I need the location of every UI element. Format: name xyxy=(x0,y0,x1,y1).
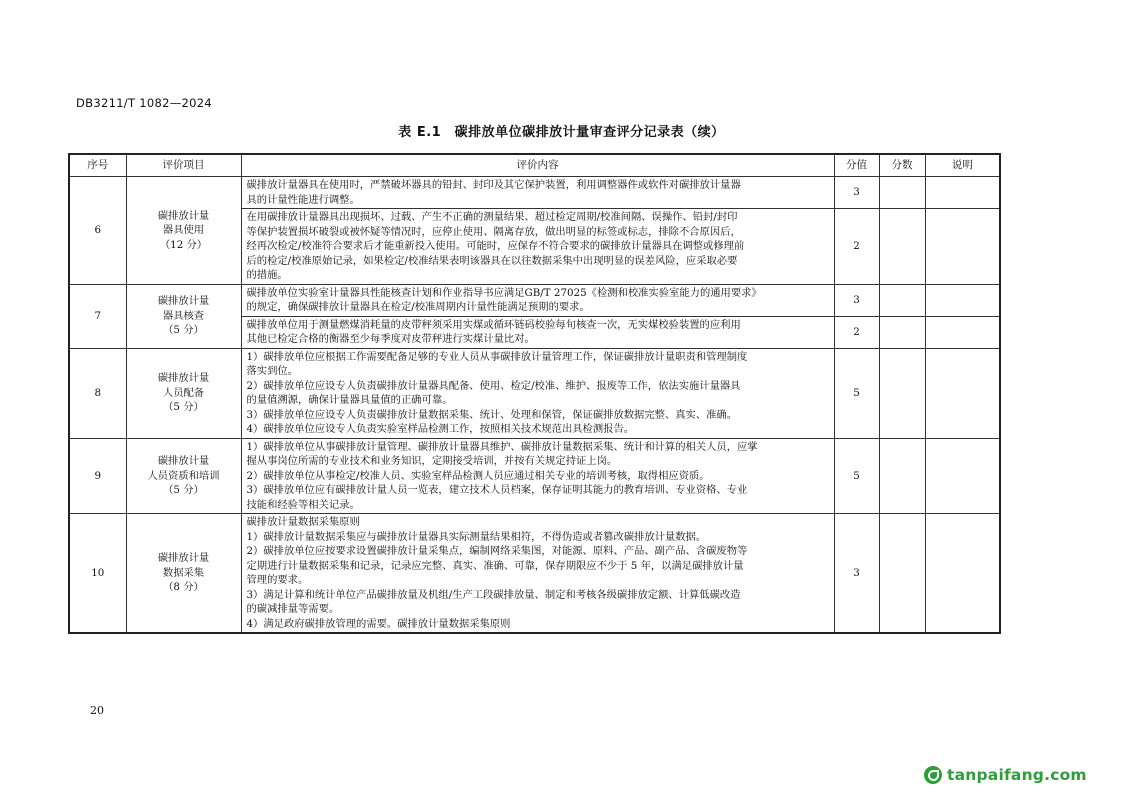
score-value: 2 xyxy=(834,209,879,285)
evaluation-item-line: 器具使用 xyxy=(162,224,205,236)
row-number: 10 xyxy=(69,514,126,634)
evaluation-content xyxy=(241,438,834,514)
evaluation-content-line: 1）碳排放计量数据采集应与碳排放计量器具实际测量结果相符，不得伪造或者篡改碳排放计量数据。 xyxy=(246,530,707,543)
evaluation-content-line: 4）碳排放单位应设专人负责实验室样品检测工作，按照相关技术规范出具检测报告。 xyxy=(246,423,635,435)
evaluation-item xyxy=(126,284,241,348)
evaluation-content xyxy=(241,284,834,316)
evaluation-content-line: 后的检定/校准原始记录，如果检定/校准结果表明该器具在以往数据采集中出现明显的误差风险，应采取必要 xyxy=(246,254,738,267)
table-title: 表 E.1 碳排放单位碳排放计量审查评分记录表（续） xyxy=(398,125,725,140)
evaluation-content-line: 的碳减排量等需要。 xyxy=(246,603,340,615)
table-row xyxy=(69,284,1000,316)
evaluation-content-line: 在用碳排放计量器具出现损坏、过载、产生不正确的测量结果、超过检定周期/校准间隔、误操作、铅封/封印 xyxy=(246,211,738,223)
score-input-cell[interactable] xyxy=(879,284,925,316)
evaluation-content-line: 碳排放计量数据采集原则 xyxy=(246,516,360,528)
evaluation-item-line: 碳排放计量 xyxy=(157,372,210,385)
evaluation-content-line: 定期进行计量数据采集和记录，记录应完整、真实、准确、可靠，保存期限应不少于 5 年，以满足碳排放计量 xyxy=(246,559,744,572)
score-input-cell[interactable] xyxy=(879,177,925,209)
score-value: 3 xyxy=(834,514,879,634)
score-value: 3 xyxy=(834,177,879,209)
evaluation-content-line: 4）满足政府碳排放管理的需要。碳排放计量数据采集原则 xyxy=(246,617,511,630)
leaf-logo-icon xyxy=(924,766,942,784)
evaluation-item-line: 碳排放计量 xyxy=(157,552,210,565)
evaluation-item-line: 数据采集 xyxy=(162,566,205,579)
header-item: 评价项目 xyxy=(126,154,241,177)
evaluation-content-line: 2）碳排放单位应设专人负责碳排放计量器具配备、使用、检定/校准、维护、报废等工作，依法实施计量器具 xyxy=(246,379,741,392)
evaluation-content-line: 落实到位。 xyxy=(246,365,298,377)
row-number: 6 xyxy=(69,177,126,285)
evaluation-content-line: 管理的要求。 xyxy=(246,574,309,586)
row-number: 8 xyxy=(69,348,126,438)
evaluation-content xyxy=(241,209,834,285)
header-value: 分值 xyxy=(834,154,879,177)
evaluation-item-line: （8 分） xyxy=(163,581,204,594)
evaluation-item-line: 人员配备 xyxy=(162,386,205,399)
evaluation-item-line: （5 分） xyxy=(163,401,204,414)
evaluation-item xyxy=(126,177,241,285)
evaluation-content-line: 2）碳排放单位从事检定/校准人员、实验室样品检测人员应通过相关专业的培训考核，取得相应资质。 xyxy=(246,469,710,482)
header-content: 评价内容 xyxy=(241,154,834,177)
evaluation-content-line: 握从事岗位所需的专业技术和业务知识，定期接受培训，并按有关规定持证上岗。 xyxy=(246,455,618,467)
evaluation-content-line: 1）碳排放单位从事碳排放计量管理、碳排放计量器具维护、碳排放计量数据采集、统计和计算的相关人员，应掌 xyxy=(246,440,758,453)
document-id: DB3211/T 1082—2024 xyxy=(76,96,212,110)
evaluation-item-line: （12 分） xyxy=(159,238,208,251)
watermark xyxy=(924,763,1087,787)
note-cell[interactable] xyxy=(925,177,1000,209)
evaluation-content-line: 2）碳排放单位应按要求设置碳排放计量采集点，编制网络采集图，对能源、原料、产品、副产品、含碳废物等 xyxy=(246,545,748,557)
evaluation-item-line: 碳排放计量 xyxy=(157,455,210,467)
table-row xyxy=(69,177,1000,209)
evaluation-item xyxy=(126,438,241,514)
evaluation-content-line: 技能和经验等相关记录。 xyxy=(246,498,360,511)
evaluation-content xyxy=(241,177,834,209)
evaluation-content-line: 的量值溯源，确保计量器具量值的正确可靠。 xyxy=(246,394,453,406)
note-cell[interactable] xyxy=(925,438,1000,514)
page-number: 20 xyxy=(90,704,104,717)
evaluation-content-line: 3）碳排放单位应有碳排放计量人员一览表，建立技术人员档案，保存证明其能力的教育培训、专业资格、专业 xyxy=(246,484,748,496)
table-row xyxy=(69,514,1000,634)
row-number: 9 xyxy=(69,438,126,514)
evaluation-content xyxy=(241,514,834,634)
table-row xyxy=(69,348,1000,438)
table-row xyxy=(69,438,1000,514)
score-value: 5 xyxy=(834,438,879,514)
note-cell[interactable] xyxy=(925,514,1000,634)
table-header-row xyxy=(69,154,1000,177)
evaluation-item-line: （5 分） xyxy=(163,484,204,496)
evaluation-item-line: （5 分） xyxy=(163,324,204,337)
evaluation-content-line: 其他已检定合格的衡器至少每季度对皮带秤进行实煤计量比对。 xyxy=(246,333,535,345)
header-no: 序号 xyxy=(69,154,126,177)
evaluation-content-line: 3）满足计算和统计单位产品碳排放量及机组/生产工段碳排放量、制定和考核各级碳排放定额、计算低碳改造 xyxy=(246,588,741,601)
evaluation-item-line: 器具核查 xyxy=(162,309,205,322)
evaluation-item-line: 碳排放计量 xyxy=(157,209,210,222)
header-score: 分数 xyxy=(879,154,925,177)
score-input-cell[interactable] xyxy=(879,348,925,438)
evaluation-content-line: 碳排放计量器具在使用时，严禁破坏器具的铅封、封印及其它保护装置，利用调整器件或软件对碳排放计量器 xyxy=(246,179,741,191)
score-input-cell[interactable] xyxy=(879,316,925,348)
note-cell[interactable] xyxy=(925,209,1000,285)
score-input-cell[interactable] xyxy=(879,514,925,634)
row-number: 7 xyxy=(69,284,126,348)
evaluation-content-line: 碳排放单位实验室计量器具性能核查计划和作业指导书应满足GB/T 27025《检测和校准实验室能力的通用要求》 xyxy=(246,286,762,299)
evaluation-content-line: 1）碳排放单位应根据工作需要配备足够的专业人员从事碳排放计量管理工作，保证碳排放计量职责和管理制度 xyxy=(246,350,748,363)
header-note: 说明 xyxy=(925,154,1000,177)
evaluation-item xyxy=(126,348,241,438)
score-value: 2 xyxy=(834,316,879,348)
evaluation-item-line: 碳排放计量 xyxy=(157,295,210,308)
evaluation-content-line: 碳排放单位用于测量燃煤消耗量的皮带秤须采用实煤或循环链码校验每旬核查一次，无实煤校验装置的应利用 xyxy=(246,318,741,331)
score-value: 5 xyxy=(834,348,879,438)
evaluation-content xyxy=(241,348,834,438)
evaluation-item xyxy=(126,514,241,634)
score-input-cell[interactable] xyxy=(879,209,925,285)
score-value: 3 xyxy=(834,284,879,316)
note-cell[interactable] xyxy=(925,348,1000,438)
evaluation-item-line: 人员资质和培训 xyxy=(147,469,220,482)
evaluation-content-line: 的措施。 xyxy=(246,269,288,281)
evaluation-content xyxy=(241,316,834,348)
note-cell[interactable] xyxy=(925,284,1000,316)
score-input-cell[interactable] xyxy=(879,438,925,514)
watermark-text: tanpaifang.com xyxy=(947,766,1087,784)
evaluation-content-line: 的规定，确保碳排放计量器具在检定/校准周期内计量性能满足预期的要求。 xyxy=(246,301,590,313)
score-record-table xyxy=(68,153,1001,634)
note-cell[interactable] xyxy=(925,316,1000,348)
evaluation-content-line: 经再次检定/校准符合要求后才能重新投入使用。可能时，应保存不符合要求的碳排放计量器具在调整或修理前 xyxy=(246,240,745,252)
evaluation-content-line: 等保护装置损坏破裂或被怀疑等情况时，应停止使用、隔离存放，做出明显的标签或标志，排除不合原因后， xyxy=(246,225,741,238)
evaluation-content-line: 具的计量性能进行调整。 xyxy=(246,193,360,206)
evaluation-content-line: 3）碳排放单位应设专人负责碳排放计量数据采集、统计、处理和保管，保证碳排放数据完整、真实、准确。 xyxy=(246,408,738,421)
